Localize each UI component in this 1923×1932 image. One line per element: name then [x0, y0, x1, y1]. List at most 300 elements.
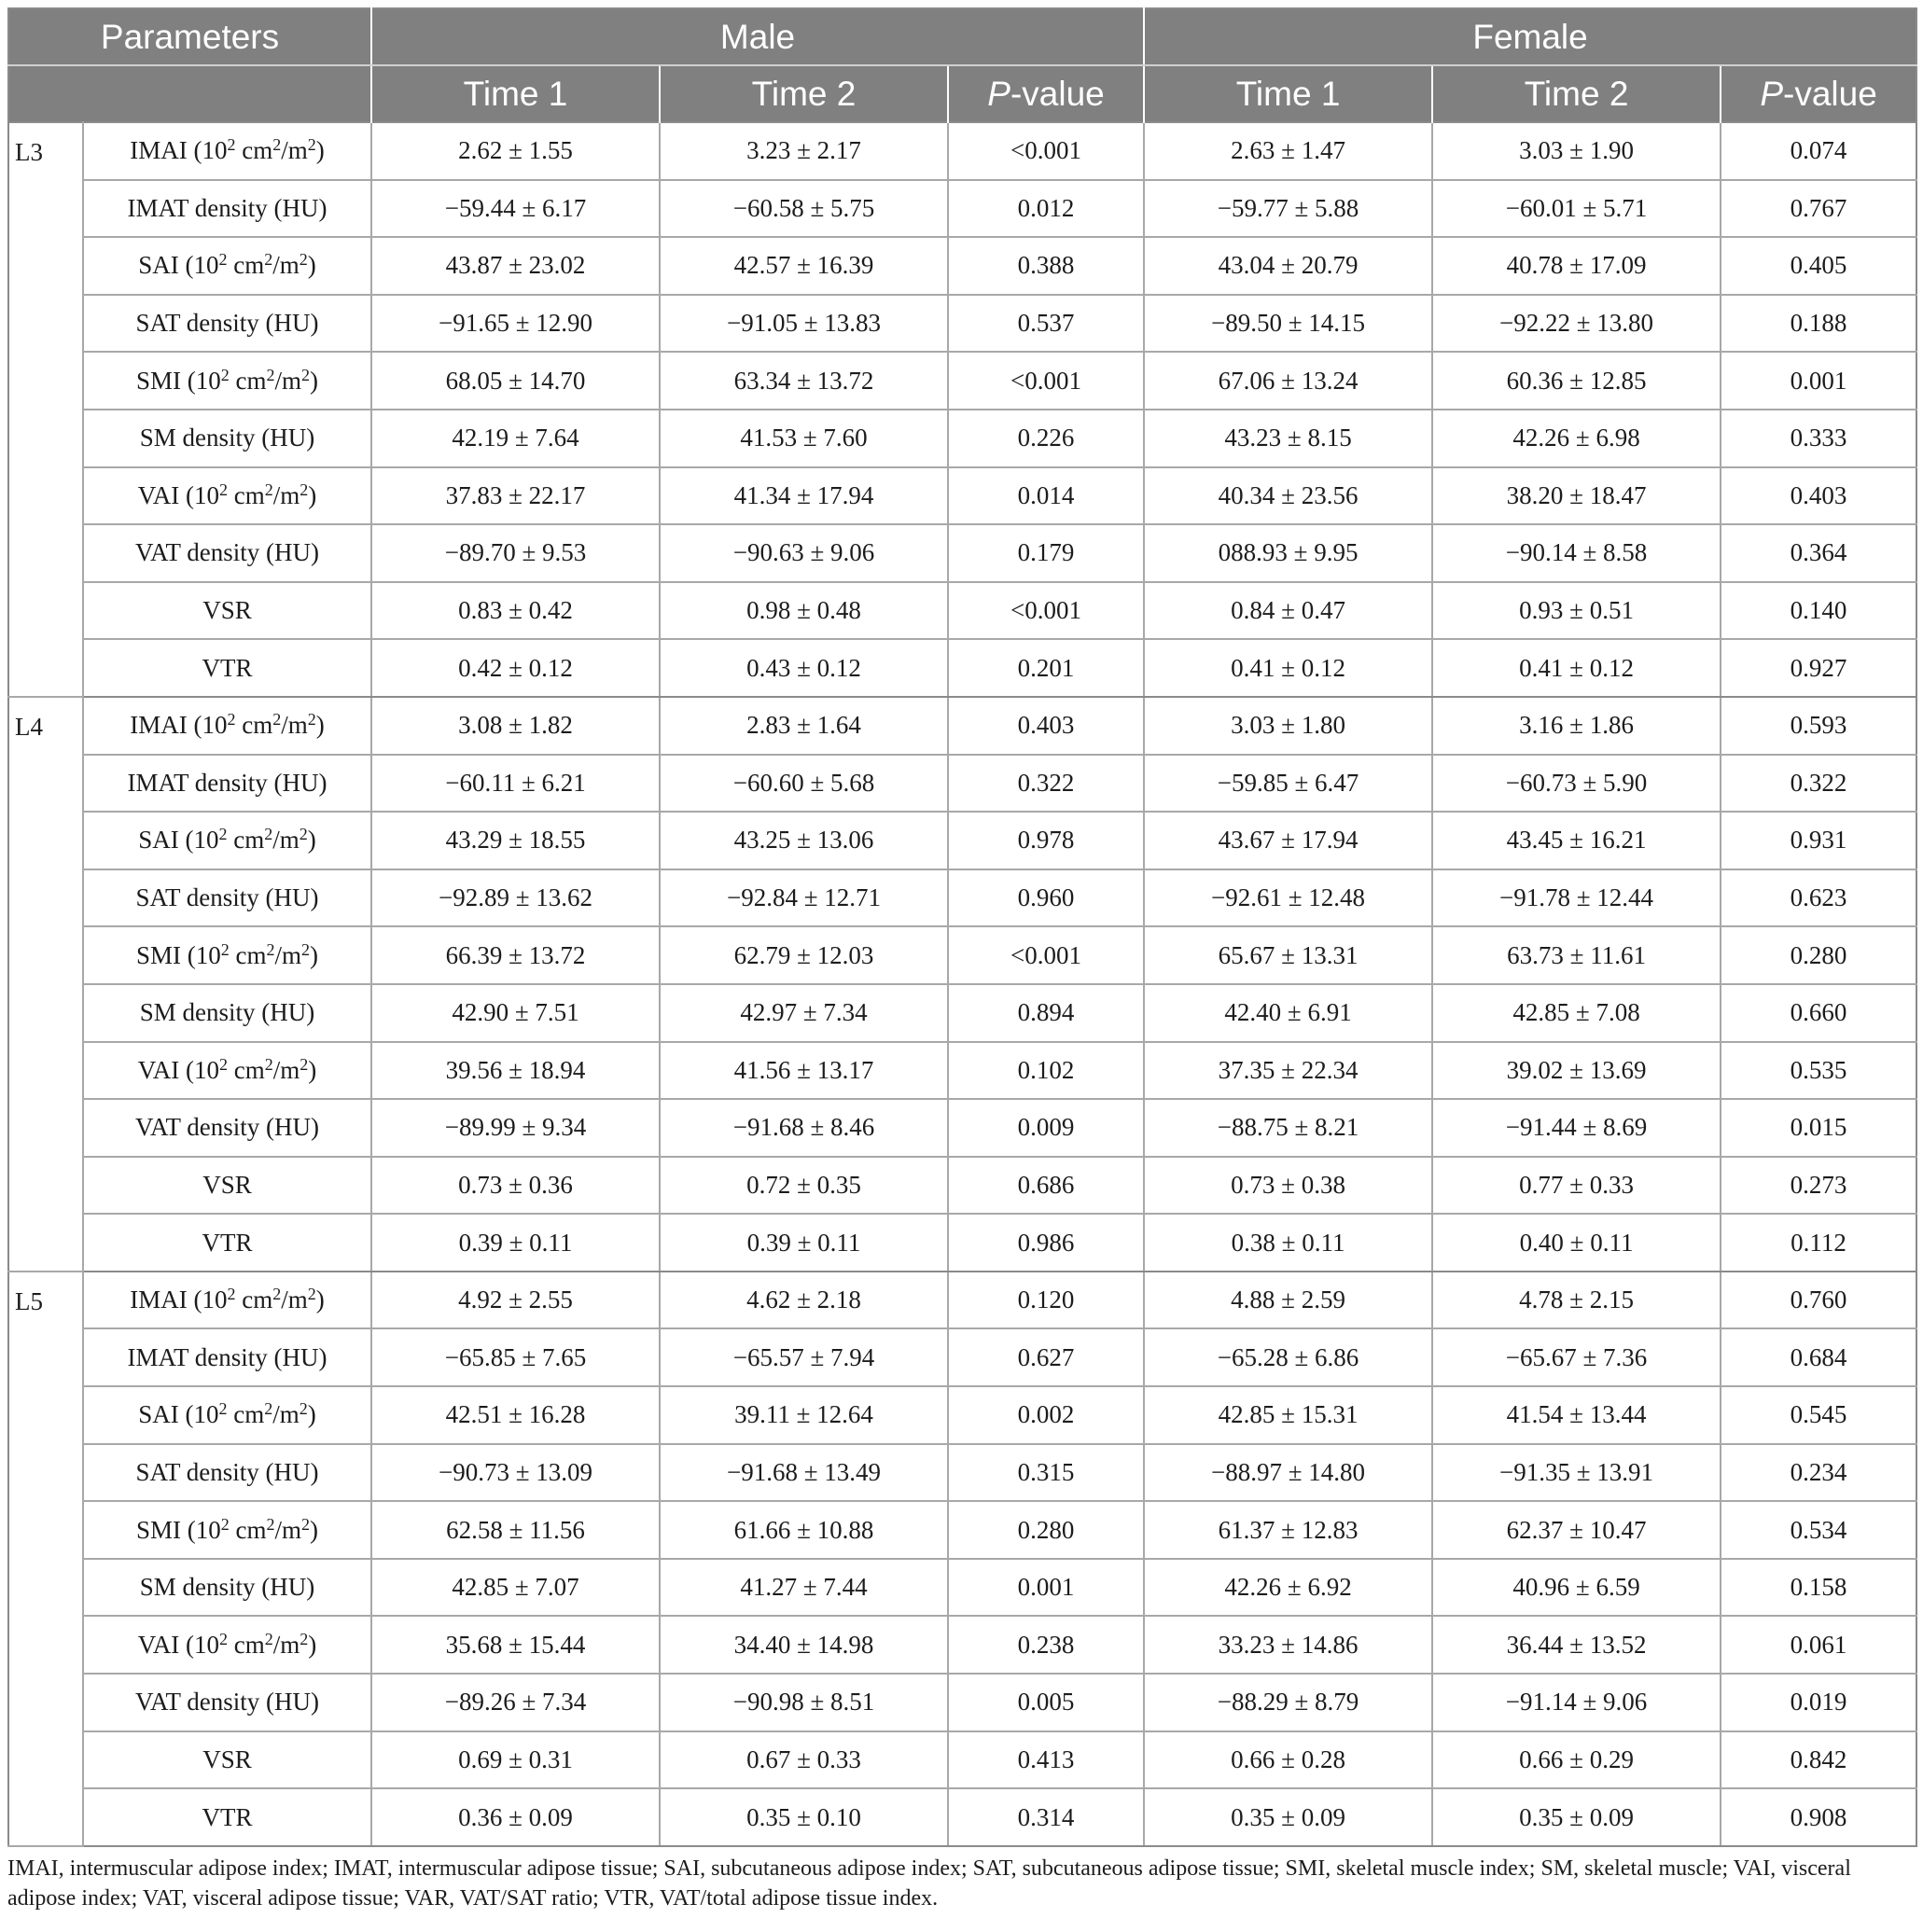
value-cell-m1: 43.87 ± 23.02 [371, 237, 660, 295]
parameter-unit: ($10^2$ $cm^2/m^2$) [178, 250, 316, 280]
parameter-name: VTR [202, 1802, 253, 1831]
value-cell-m2: 0.43 ± 0.12 [660, 639, 948, 697]
value-cell-m2: −90.63 ± 9.06 [660, 524, 948, 582]
value-cell-fp: 0.280 [1721, 926, 1916, 984]
value-cell-m2: 34.40 ± 14.98 [660, 1616, 948, 1674]
value-cell-m2: 43.25 ± 13.06 [660, 812, 948, 869]
value-cell-mp: 0.686 [948, 1157, 1144, 1215]
value-cell-f2: −60.01 ± 5.71 [1432, 180, 1721, 238]
value-cell-m1: 35.68 ± 15.44 [371, 1616, 660, 1674]
value-cell-f1: 40.34 ± 23.56 [1144, 467, 1432, 525]
value-cell-f1: −59.77 ± 5.88 [1144, 180, 1432, 238]
table-row [8, 812, 1916, 869]
table-row [8, 352, 1916, 410]
results-table [7, 7, 1917, 1847]
value-cell-f1: 37.35 ± 22.34 [1144, 1042, 1432, 1100]
value-cell-f2: 42.26 ± 6.98 [1432, 410, 1721, 467]
header-female-pvalue [1721, 65, 1916, 122]
value-cell-mp: 0.627 [948, 1328, 1144, 1386]
value-cell-fp: 0.767 [1721, 180, 1916, 238]
header-row-1 [8, 8, 1916, 65]
table-body [8, 122, 1916, 1846]
value-cell-m2: −65.57 ± 7.94 [660, 1328, 948, 1386]
value-cell-m2: −60.60 ± 5.68 [660, 755, 948, 813]
parameter-name: SMI [135, 366, 181, 395]
table-row [8, 1042, 1916, 1100]
value-cell-mp: 0.226 [948, 410, 1144, 467]
parameter-cell [83, 697, 371, 755]
value-cell-f2: 40.96 ± 6.59 [1432, 1559, 1721, 1617]
table-row [8, 122, 1916, 180]
value-cell-f1: −88.29 ± 8.79 [1144, 1674, 1432, 1731]
parameter-cell [83, 869, 371, 927]
value-cell-m1: 43.29 ± 18.55 [371, 812, 660, 869]
p-suffix: -value [1010, 74, 1105, 113]
parameter-cell [83, 1731, 371, 1789]
value-cell-fp: 0.140 [1721, 582, 1916, 640]
parameter-cell [83, 812, 371, 869]
value-cell-m1: −91.65 ± 12.90 [371, 295, 660, 353]
parameter-name: SAI [138, 826, 179, 855]
table-row [8, 524, 1916, 582]
value-cell-f2: 41.54 ± 13.44 [1432, 1386, 1721, 1444]
value-cell-f1: 42.85 ± 15.31 [1144, 1386, 1432, 1444]
value-cell-f1: 3.03 ± 1.80 [1144, 697, 1432, 755]
value-cell-fp: 0.234 [1721, 1444, 1916, 1502]
value-cell-m1: 4.92 ± 2.55 [371, 1272, 660, 1329]
parameter-cell [83, 1616, 371, 1674]
value-cell-m2: −92.84 ± 12.71 [660, 869, 948, 927]
p-suffix: -value [1783, 74, 1877, 113]
value-cell-m1: −89.26 ± 7.34 [371, 1674, 660, 1731]
value-cell-f1: 0.35 ± 0.09 [1144, 1788, 1432, 1846]
header-row-2 [8, 65, 1916, 122]
value-cell-mp: 0.012 [948, 180, 1144, 238]
parameter-cell [83, 639, 371, 697]
value-cell-fp: 0.927 [1721, 639, 1916, 697]
parameter-name: IMAT density (HU) [127, 193, 327, 222]
parameter-name: VAI [137, 1630, 180, 1659]
parameter-cell [83, 1788, 371, 1846]
table-row [8, 180, 1916, 238]
value-cell-mp: 0.413 [948, 1731, 1144, 1789]
parameter-name: SAI [138, 1400, 179, 1429]
parameter-cell [83, 1444, 371, 1502]
parameter-cell [83, 1386, 371, 1444]
value-cell-f1: 0.66 ± 0.28 [1144, 1731, 1432, 1789]
value-cell-m2: 0.98 ± 0.48 [660, 582, 948, 640]
table-row [8, 467, 1916, 525]
parameter-cell [83, 984, 371, 1042]
value-cell-f1: −65.28 ± 6.86 [1144, 1328, 1432, 1386]
parameter-name: IMAT density (HU) [127, 768, 327, 797]
value-cell-m1: −59.44 ± 6.17 [371, 180, 660, 238]
value-cell-m1: 3.08 ± 1.82 [371, 697, 660, 755]
value-cell-mp: 0.403 [948, 697, 1144, 755]
table-row [8, 295, 1916, 353]
value-cell-f2: −90.14 ± 8.58 [1432, 524, 1721, 582]
value-cell-m2: −60.58 ± 5.75 [660, 180, 948, 238]
value-cell-fp: 0.015 [1721, 1099, 1916, 1157]
value-cell-f2: −91.44 ± 8.69 [1432, 1099, 1721, 1157]
value-cell-m2: −91.68 ± 8.46 [660, 1099, 948, 1157]
value-cell-m1: 62.58 ± 11.56 [371, 1501, 660, 1559]
parameter-unit: ($10^2$ $cm^2/m^2$) [179, 1629, 317, 1659]
parameter-name: VAI [137, 480, 180, 509]
value-cell-f2: −60.73 ± 5.90 [1432, 755, 1721, 813]
value-cell-f2: 4.78 ± 2.15 [1432, 1272, 1721, 1329]
value-cell-m1: 39.56 ± 18.94 [371, 1042, 660, 1100]
value-cell-m1: 0.42 ± 0.12 [371, 639, 660, 697]
value-cell-fp: 0.545 [1721, 1386, 1916, 1444]
parameter-cell [83, 1501, 371, 1559]
value-cell-fp: 0.684 [1721, 1328, 1916, 1386]
value-cell-f2: 0.40 ± 0.11 [1432, 1214, 1721, 1272]
parameter-cell [83, 926, 371, 984]
value-cell-f1: 33.23 ± 14.86 [1144, 1616, 1432, 1674]
value-cell-m2: −91.05 ± 13.83 [660, 295, 948, 353]
value-cell-f2: 38.20 ± 18.47 [1432, 467, 1721, 525]
value-cell-f1: −92.61 ± 12.48 [1144, 869, 1432, 927]
value-cell-fp: 0.158 [1721, 1559, 1916, 1617]
value-cell-mp: 0.120 [948, 1272, 1144, 1329]
value-cell-m2: 62.79 ± 12.03 [660, 926, 948, 984]
value-cell-m2: 42.97 ± 7.34 [660, 984, 948, 1042]
value-cell-fp: 0.364 [1721, 524, 1916, 582]
value-cell-fp: 0.074 [1721, 122, 1916, 180]
value-cell-f1: 61.37 ± 12.83 [1144, 1501, 1432, 1559]
parameter-name: SMI [135, 1515, 181, 1544]
value-cell-f2: 40.78 ± 17.09 [1432, 237, 1721, 295]
value-cell-m2: 0.39 ± 0.11 [660, 1214, 948, 1272]
parameter-cell [83, 755, 371, 813]
parameter-name: VTR [202, 1228, 253, 1257]
value-cell-fp: 0.593 [1721, 697, 1916, 755]
parameter-cell [83, 237, 371, 295]
value-cell-mp: 0.960 [948, 869, 1144, 927]
parameter-name: SAT density (HU) [135, 309, 319, 338]
table-row [8, 1214, 1916, 1272]
value-cell-f2: 0.35 ± 0.09 [1432, 1788, 1721, 1846]
value-cell-f1: 088.93 ± 9.95 [1144, 524, 1432, 582]
value-cell-f2: −91.78 ± 12.44 [1432, 869, 1721, 927]
table-row [8, 1157, 1916, 1215]
value-cell-m1: −92.89 ± 13.62 [371, 869, 660, 927]
value-cell-m2: 41.56 ± 13.17 [660, 1042, 948, 1100]
parameter-name: VAT density (HU) [135, 1688, 320, 1717]
parameter-unit: ($10^2$ $cm^2/m^2$) [179, 1054, 317, 1084]
parameter-unit: ($10^2$ $cm^2/m^2$) [178, 825, 316, 855]
value-cell-f1: 43.67 ± 17.94 [1144, 812, 1432, 869]
value-cell-f1: 43.04 ± 20.79 [1144, 237, 1432, 295]
parameter-unit: ($10^2$ $cm^2/m^2$) [178, 1399, 316, 1429]
value-cell-mp: 0.537 [948, 295, 1144, 353]
value-cell-mp: 0.238 [948, 1616, 1144, 1674]
value-cell-m1: −65.85 ± 7.65 [371, 1328, 660, 1386]
parameter-cell [83, 180, 371, 238]
value-cell-mp: 0.179 [948, 524, 1144, 582]
value-cell-m2: −91.68 ± 13.49 [660, 1444, 948, 1502]
value-cell-mp: <0.001 [948, 582, 1144, 640]
header-female-time2: Time 2 [1432, 65, 1721, 122]
value-cell-m1: 0.69 ± 0.31 [371, 1731, 660, 1789]
value-cell-m2: 3.23 ± 2.17 [660, 122, 948, 180]
parameter-name: SAT density (HU) [135, 883, 319, 912]
header-male: Male [371, 8, 1144, 65]
parameter-unit: ($10^2$ $cm^2/m^2$) [187, 135, 325, 165]
value-cell-m2: 2.83 ± 1.64 [660, 697, 948, 755]
table-row [8, 755, 1916, 813]
value-cell-mp: 0.102 [948, 1042, 1144, 1100]
value-cell-f1: −89.50 ± 14.15 [1144, 295, 1432, 353]
header-parameters: Parameters [8, 8, 371, 65]
value-cell-f1: −59.85 ± 6.47 [1144, 755, 1432, 813]
table-row [8, 1386, 1916, 1444]
parameter-name: SAI [138, 251, 179, 280]
value-cell-f1: 65.67 ± 13.31 [1144, 926, 1432, 984]
value-cell-m1: 0.83 ± 0.42 [371, 582, 660, 640]
value-cell-fp: 0.112 [1721, 1214, 1916, 1272]
parameter-cell [83, 1042, 371, 1100]
parameter-cell [83, 1214, 371, 1272]
parameter-unit: ($10^2$ $cm^2/m^2$) [181, 365, 319, 395]
header-male-time2: Time 2 [660, 65, 948, 122]
value-cell-m2: 0.72 ± 0.35 [660, 1157, 948, 1215]
parameter-name: IMAI [130, 1286, 188, 1314]
value-cell-f2: 39.02 ± 13.69 [1432, 1042, 1721, 1100]
table-row [8, 1616, 1916, 1674]
table-row [8, 1559, 1916, 1617]
value-cell-f2: 42.85 ± 7.08 [1432, 984, 1721, 1042]
value-cell-m1: 42.90 ± 7.51 [371, 984, 660, 1042]
value-cell-mp: 0.986 [948, 1214, 1144, 1272]
header-male-time1: Time 1 [371, 65, 660, 122]
value-cell-f1: 42.26 ± 6.92 [1144, 1559, 1432, 1617]
parameter-name: SM density (HU) [139, 998, 315, 1027]
value-cell-m2: 41.34 ± 17.94 [660, 467, 948, 525]
table-row [8, 1731, 1916, 1789]
value-cell-f2: −91.14 ± 9.06 [1432, 1674, 1721, 1731]
value-cell-fp: 0.273 [1721, 1157, 1916, 1215]
parameter-name: VSR [202, 596, 252, 625]
value-cell-f2: 36.44 ± 13.52 [1432, 1616, 1721, 1674]
parameter-cell [83, 122, 371, 180]
parameter-name: VSR [202, 1744, 252, 1773]
parameter-name: SM density (HU) [139, 1573, 315, 1602]
parameter-cell [83, 352, 371, 410]
parameter-name: VAT density (HU) [135, 538, 320, 567]
header-female-time1: Time 1 [1144, 65, 1432, 122]
value-cell-mp: <0.001 [948, 122, 1144, 180]
parameter-name: IMAI [130, 711, 188, 740]
value-cell-mp: 0.009 [948, 1099, 1144, 1157]
value-cell-f1: 0.38 ± 0.11 [1144, 1214, 1432, 1272]
parameter-cell [83, 410, 371, 467]
value-cell-fp: 0.660 [1721, 984, 1916, 1042]
table-header [8, 8, 1916, 122]
value-cell-f2: 60.36 ± 12.85 [1432, 352, 1721, 410]
value-cell-m2: 61.66 ± 10.88 [660, 1501, 948, 1559]
value-cell-f2: 0.77 ± 0.33 [1432, 1157, 1721, 1215]
value-cell-m1: 42.51 ± 16.28 [371, 1386, 660, 1444]
parameter-name: VAI [137, 1055, 180, 1084]
value-cell-f1: 43.23 ± 8.15 [1144, 410, 1432, 467]
table-wrapper [7, 7, 1916, 1913]
value-cell-f2: −92.22 ± 13.80 [1432, 295, 1721, 353]
value-cell-m2: 4.62 ± 2.18 [660, 1272, 948, 1329]
group-label: L4 [8, 697, 83, 1272]
value-cell-mp: 0.002 [948, 1386, 1144, 1444]
parameter-name: SM density (HU) [139, 424, 315, 452]
table-row [8, 869, 1916, 927]
value-cell-mp: 0.388 [948, 237, 1144, 295]
parameter-unit: ($10^2$ $cm^2/m^2$) [187, 710, 325, 740]
value-cell-f2: 63.73 ± 11.61 [1432, 926, 1721, 984]
table-footnote: IMAI, intermuscular adipose index; IMAT, intermuscular adipose tissue; SAI, subcutaneous adipose index; SAT, subcutaneous adipose tissue; SMI, skeletal muscle index; SM, skeletal muscle; VAI, visceral adipose index; VAT, visceral adipose tissue; VAR, VAT/SAT ratio; VTR, VAT/total adipose tissue index. [7, 1856, 1851, 1911]
parameter-cell [83, 1328, 371, 1386]
parameter-name: IMAT density (HU) [127, 1342, 327, 1371]
value-cell-m1: 42.19 ± 7.64 [371, 410, 660, 467]
value-cell-mp: 0.201 [948, 639, 1144, 697]
value-cell-mp: <0.001 [948, 926, 1144, 984]
value-cell-m1: 0.36 ± 0.09 [371, 1788, 660, 1846]
value-cell-m2: 42.57 ± 16.39 [660, 237, 948, 295]
value-cell-f2: 0.41 ± 0.12 [1432, 639, 1721, 697]
value-cell-f1: 42.40 ± 6.91 [1144, 984, 1432, 1042]
value-cell-fp: 0.534 [1721, 1501, 1916, 1559]
table-row [8, 926, 1916, 984]
group-label: L5 [8, 1272, 83, 1846]
value-cell-m1: 37.83 ± 22.17 [371, 467, 660, 525]
value-cell-fp: 0.403 [1721, 467, 1916, 525]
value-cell-m1: −60.11 ± 6.21 [371, 755, 660, 813]
value-cell-f1: 0.41 ± 0.12 [1144, 639, 1432, 697]
value-cell-m2: −90.98 ± 8.51 [660, 1674, 948, 1731]
value-cell-m1: 66.39 ± 13.72 [371, 926, 660, 984]
parameter-name: VTR [202, 653, 253, 682]
value-cell-m1: 68.05 ± 14.70 [371, 352, 660, 410]
value-cell-m2: 63.34 ± 13.72 [660, 352, 948, 410]
value-cell-f2: −65.67 ± 7.36 [1432, 1328, 1721, 1386]
p-letter: P [987, 74, 1010, 113]
value-cell-mp: 0.978 [948, 812, 1144, 869]
value-cell-mp: 0.314 [948, 1788, 1144, 1846]
value-cell-f1: −88.97 ± 14.80 [1144, 1444, 1432, 1502]
value-cell-mp: 0.014 [948, 467, 1144, 525]
value-cell-mp: 0.005 [948, 1674, 1144, 1731]
table-row [8, 410, 1916, 467]
value-cell-fp: 0.842 [1721, 1731, 1916, 1789]
value-cell-m1: 0.73 ± 0.36 [371, 1157, 660, 1215]
value-cell-m2: 0.35 ± 0.10 [660, 1788, 948, 1846]
value-cell-mp: 0.894 [948, 984, 1144, 1042]
value-cell-m2: 39.11 ± 12.64 [660, 1386, 948, 1444]
value-cell-f2: 0.66 ± 0.29 [1432, 1731, 1721, 1789]
value-cell-m2: 41.27 ± 7.44 [660, 1559, 948, 1617]
table-row [8, 697, 1916, 755]
table-row [8, 639, 1916, 697]
parameter-cell [83, 1272, 371, 1329]
value-cell-m1: −90.73 ± 13.09 [371, 1444, 660, 1502]
value-cell-m1: 2.62 ± 1.55 [371, 122, 660, 180]
value-cell-fp: 0.188 [1721, 295, 1916, 353]
parameter-cell [83, 295, 371, 353]
value-cell-fp: 0.623 [1721, 869, 1916, 927]
value-cell-f1: 4.88 ± 2.59 [1144, 1272, 1432, 1329]
parameter-cell [83, 1157, 371, 1215]
value-cell-fp: 0.322 [1721, 755, 1916, 813]
value-cell-fp: 0.405 [1721, 237, 1916, 295]
value-cell-fp: 0.535 [1721, 1042, 1916, 1100]
parameter-cell [83, 1674, 371, 1731]
value-cell-f2: −91.35 ± 13.91 [1432, 1444, 1721, 1502]
value-cell-f2: 3.03 ± 1.90 [1432, 122, 1721, 180]
table-row [8, 984, 1916, 1042]
parameter-name: IMAI [130, 136, 188, 165]
group-label: L3 [8, 122, 83, 697]
value-cell-m1: −89.99 ± 9.34 [371, 1099, 660, 1157]
value-cell-f2: 0.93 ± 0.51 [1432, 582, 1721, 640]
value-cell-f1: 0.73 ± 0.38 [1144, 1157, 1432, 1215]
value-cell-f2: 3.16 ± 1.86 [1432, 697, 1721, 755]
value-cell-mp: <0.001 [948, 352, 1144, 410]
value-cell-f1: −88.75 ± 8.21 [1144, 1099, 1432, 1157]
header-blank [8, 65, 371, 122]
table-row [8, 1788, 1916, 1846]
parameter-cell [83, 582, 371, 640]
value-cell-fp: 0.333 [1721, 410, 1916, 467]
value-cell-f2: 43.45 ± 16.21 [1432, 812, 1721, 869]
value-cell-fp: 0.001 [1721, 352, 1916, 410]
header-female: Female [1144, 8, 1916, 65]
parameter-unit: ($10^2$ $cm^2/m^2$) [181, 1514, 319, 1544]
value-cell-f1: 0.84 ± 0.47 [1144, 582, 1432, 640]
value-cell-fp: 0.061 [1721, 1616, 1916, 1674]
value-cell-fp: 0.908 [1721, 1788, 1916, 1846]
value-cell-fp: 0.760 [1721, 1272, 1916, 1329]
parameter-name: VAT density (HU) [135, 1113, 320, 1142]
parameter-cell [83, 1099, 371, 1157]
parameter-name: VSR [202, 1170, 252, 1199]
value-cell-m1: 0.39 ± 0.11 [371, 1214, 660, 1272]
value-cell-f1: 67.06 ± 13.24 [1144, 352, 1432, 410]
table-row [8, 1328, 1916, 1386]
table-row [8, 1674, 1916, 1731]
p-letter: P [1760, 74, 1783, 113]
value-cell-f2: 62.37 ± 10.47 [1432, 1501, 1721, 1559]
value-cell-f1: 2.63 ± 1.47 [1144, 122, 1432, 180]
header-male-pvalue [948, 65, 1144, 122]
parameter-name: SMI [135, 940, 181, 969]
table-row [8, 1099, 1916, 1157]
parameter-name: SAT density (HU) [135, 1457, 319, 1486]
table-row [8, 1501, 1916, 1559]
parameter-cell [83, 1559, 371, 1617]
value-cell-m1: −89.70 ± 9.53 [371, 524, 660, 582]
parameter-unit: ($10^2$ $cm^2/m^2$) [179, 480, 317, 509]
value-cell-fp: 0.931 [1721, 812, 1916, 869]
value-cell-fp: 0.019 [1721, 1674, 1916, 1731]
table-row [8, 1272, 1916, 1329]
value-cell-m1: 42.85 ± 7.07 [371, 1559, 660, 1617]
value-cell-m2: 41.53 ± 7.60 [660, 410, 948, 467]
value-cell-m2: 0.67 ± 0.33 [660, 1731, 948, 1789]
value-cell-mp: 0.280 [948, 1501, 1144, 1559]
value-cell-mp: 0.001 [948, 1559, 1144, 1617]
parameter-unit: ($10^2$ $cm^2/m^2$) [187, 1285, 325, 1314]
table-row [8, 1444, 1916, 1502]
value-cell-mp: 0.315 [948, 1444, 1144, 1502]
